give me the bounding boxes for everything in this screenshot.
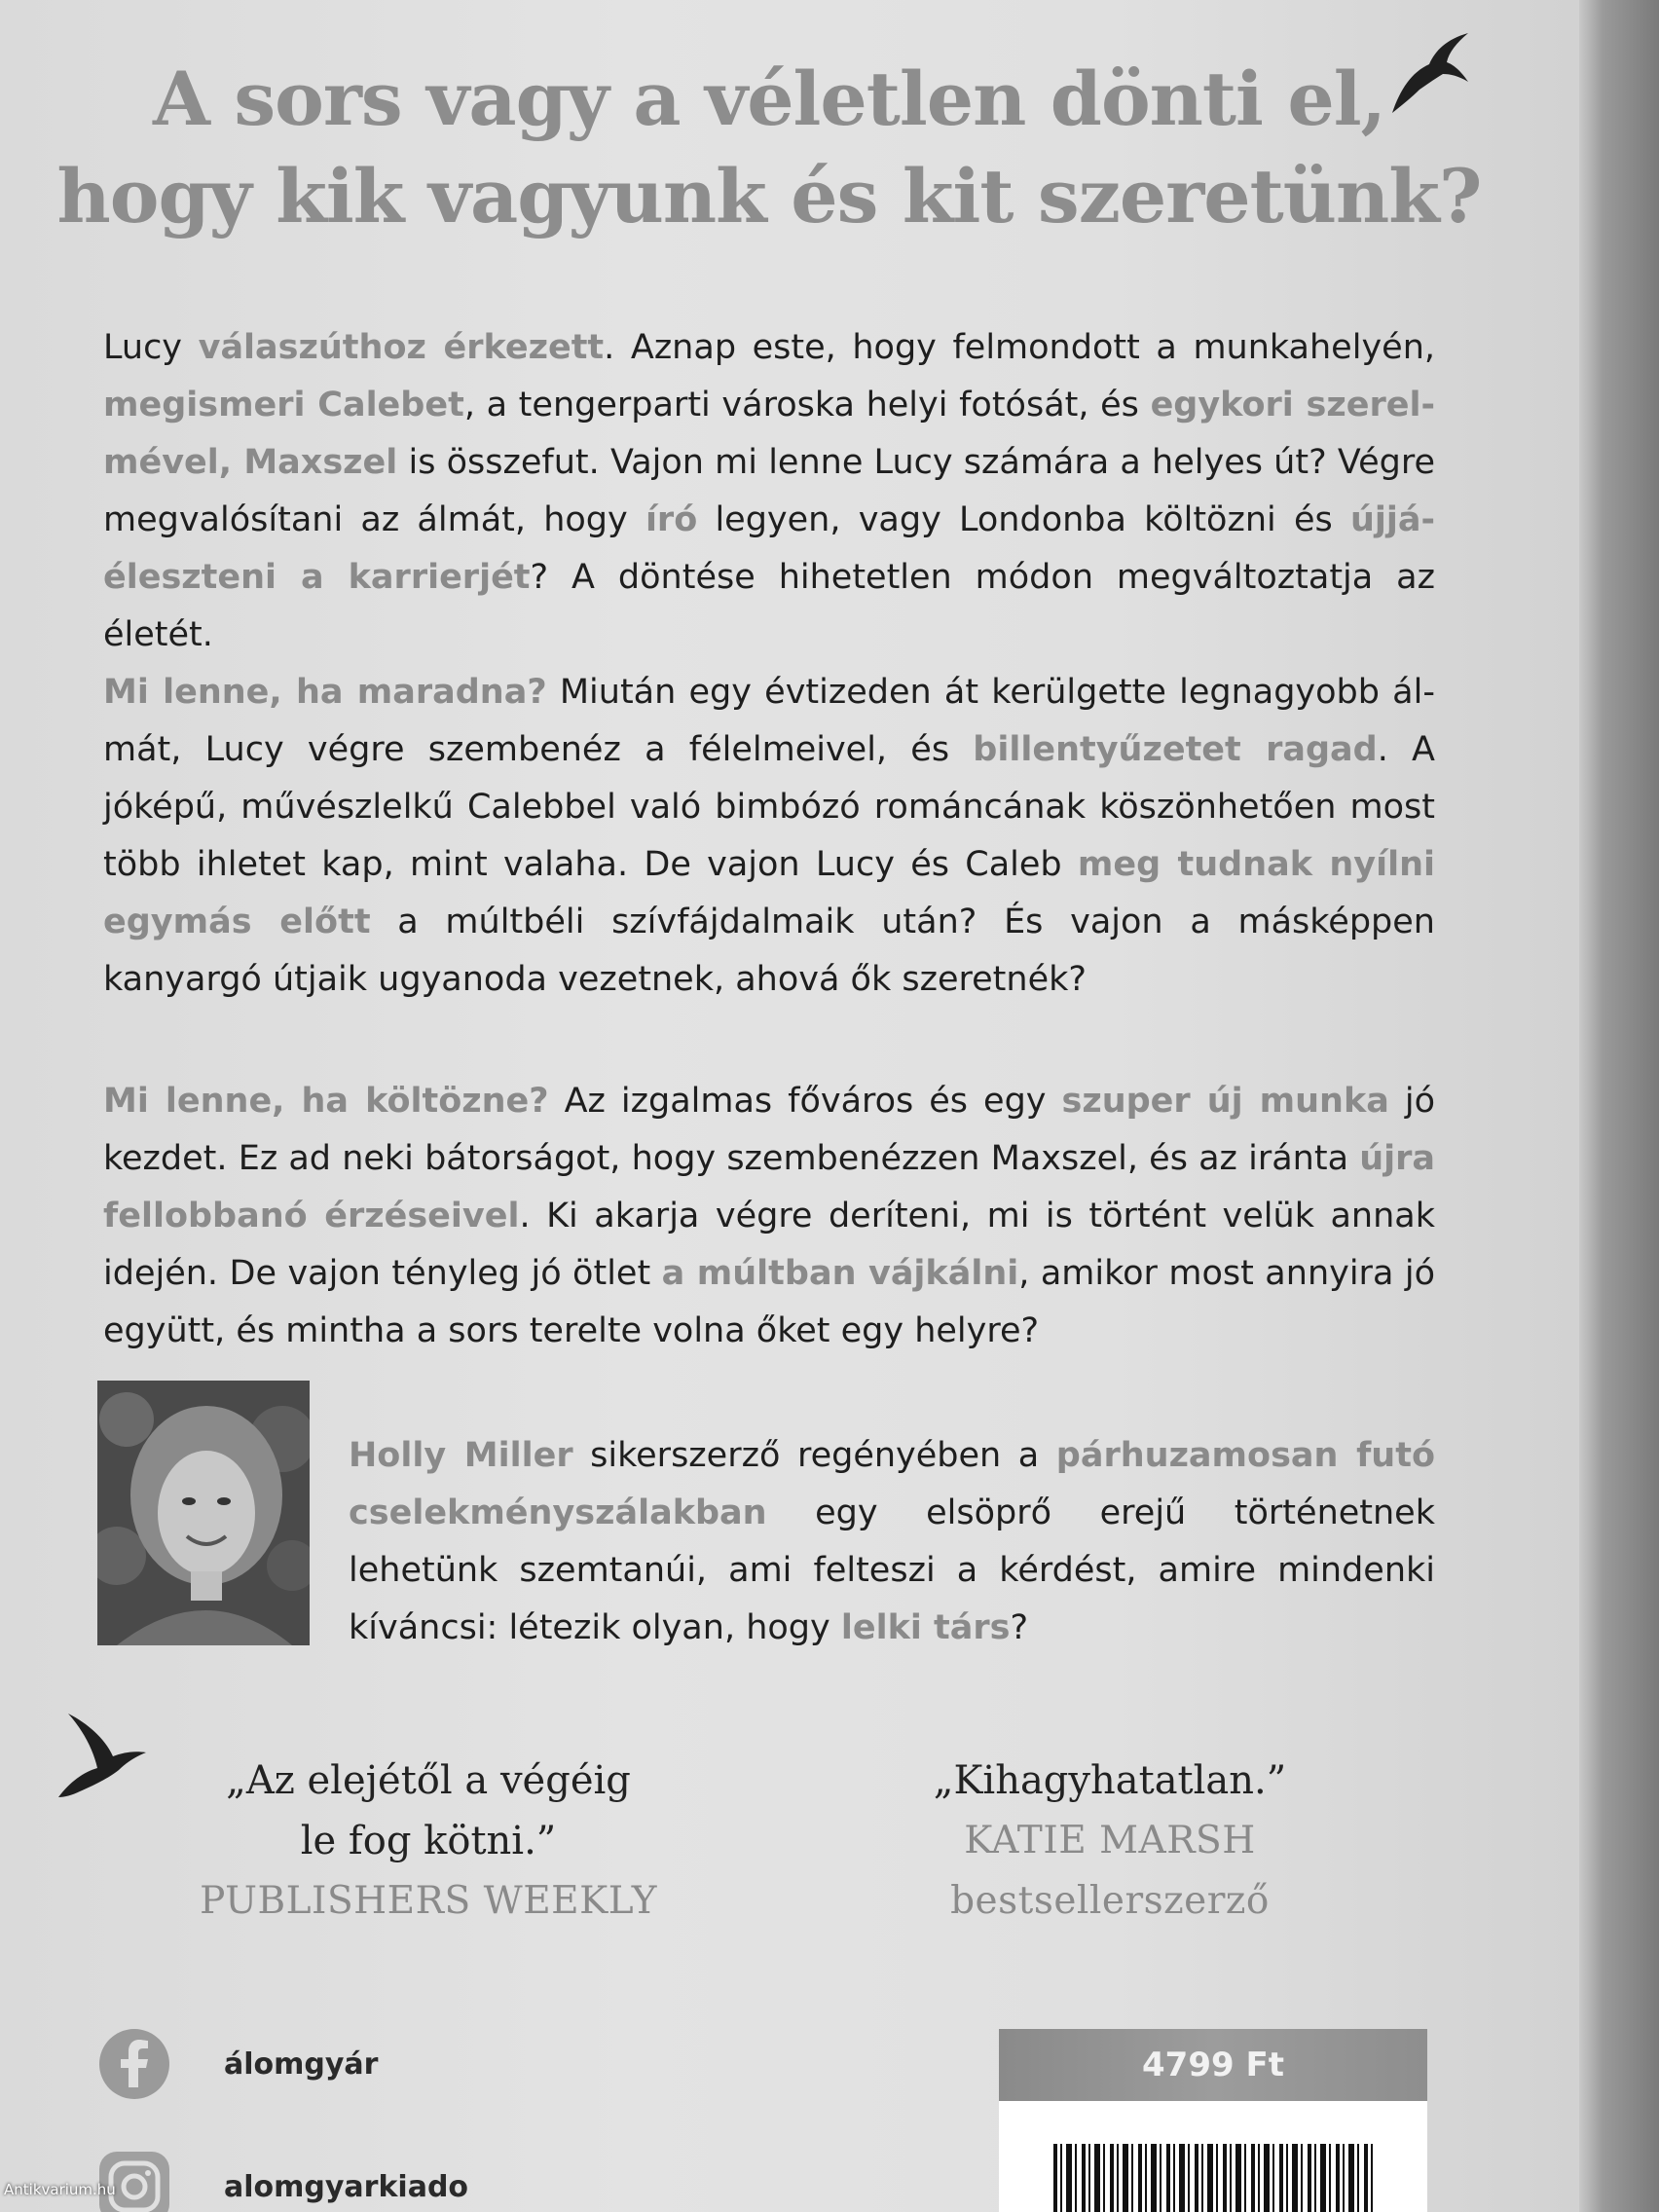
barcode bbox=[1053, 2144, 1375, 2212]
text-segment: Lucy bbox=[103, 328, 199, 367]
text-segment: jó kezdet. Ez ad neki bátorságot, hogy szembenézzen Maxszel, és az iránta bbox=[103, 1082, 1435, 1178]
facebook-handle: álomgyár bbox=[224, 2046, 379, 2082]
highlight-segment: újra fellobbanó érzéseivel bbox=[103, 1139, 1435, 1235]
price-value: 4799 Ft bbox=[1142, 2046, 1284, 2084]
text-segment: sikerszerző regényében a bbox=[572, 1436, 1056, 1475]
text-segment: Miután egy évtizeden át kerülgette legnagyobb álmát, Lucy végre szembenéz a félelmeivel, és bbox=[103, 673, 1435, 769]
highlight-segment: a múltban vájkálni bbox=[661, 1254, 1019, 1293]
quote-source-role: bestsellerszerző bbox=[950, 1879, 1270, 1923]
highlight-segment: lelki társ bbox=[840, 1608, 1011, 1647]
headline-line-2: hogy kik vagyunk és kit szeretünk? bbox=[56, 153, 1482, 240]
highlight-segment: egykori szerelmével, Maxszel bbox=[103, 386, 1435, 482]
quote-source: KATIE MARSH bbox=[964, 1819, 1256, 1862]
text-segment: a múltbéli szívfájdalmaik után? És vajon a másképpen kanyargó útjaik ugyanoda vezetnek, ahová ők szeretnék? bbox=[103, 903, 1435, 999]
instagram-handle: alomgyarkiado bbox=[224, 2169, 469, 2204]
facebook-icon bbox=[99, 2029, 169, 2099]
text-segment: egy elsöprő erejű történetnek lehetünk szemtanúi, ami felteszi a kérdést, amire mindenki kíváncsi: létezik olyan, hogy bbox=[349, 1493, 1435, 1647]
headline bbox=[39, 51, 1499, 245]
highlight-segment: billentyűzetet ragad bbox=[973, 730, 1378, 769]
watermark: Antikvarium.hu bbox=[4, 2181, 116, 2198]
synopsis-paragraph-1 bbox=[103, 319, 1435, 664]
price-label bbox=[999, 2029, 1427, 2101]
highlight-segment: író bbox=[645, 500, 698, 539]
highlight-segment: megismeri Calebet bbox=[103, 386, 464, 424]
quote-line-2: le fog kötni.” bbox=[300, 1819, 557, 1863]
review-quote-publishers-weekly bbox=[156, 1751, 701, 1932]
synopsis-paragraph-3 bbox=[103, 1073, 1435, 1360]
text-segment: , amikor most annyira jó együtt, és mintha a sors terelte volna őket egy helyre? bbox=[103, 1254, 1435, 1350]
highlight-segment: szuper új munka bbox=[1061, 1082, 1389, 1121]
facebook-link[interactable] bbox=[99, 2029, 378, 2099]
author-photo bbox=[97, 1381, 310, 1645]
text-segment: . Aznap este, hogy felmondott a munkahelyén, bbox=[604, 328, 1435, 367]
text-segment: ? A döntése hihetetlen módon megváltoztatja az életét. bbox=[103, 558, 1435, 654]
text-segment: Az izgalmas főváros és egy bbox=[548, 1082, 1062, 1121]
highlight-segment: újjáéleszteni a karrierjét bbox=[103, 500, 1435, 597]
quote-line-1: „Az elejétől a végéig bbox=[226, 1758, 631, 1803]
swallow-bird-icon bbox=[55, 1710, 148, 1801]
barcode-area bbox=[999, 2101, 1427, 2212]
text-segment: , a tengerparti városka helyi fotósát, és bbox=[463, 386, 1151, 424]
highlight-segment: meg tudnak nyílni egymás előtt bbox=[103, 845, 1435, 941]
text-segment: is összefut. Vajon mi lenne Lucy számára a helyes út? Végre megvalósítani az álmát, hogy bbox=[103, 443, 1435, 539]
headline-line-1: A sors vagy a véletlen dönti el, bbox=[152, 55, 1386, 142]
swallow-bird-icon bbox=[1390, 29, 1472, 117]
author-blurb bbox=[349, 1427, 1435, 1657]
quote-line-1: „Kihagyhatatlan.” bbox=[933, 1758, 1287, 1803]
highlight-segment: Mi lenne, ha maradna? bbox=[103, 673, 547, 712]
review-quote-katie-marsh bbox=[857, 1751, 1363, 1932]
highlight-segment: válaszúthoz érkezett bbox=[198, 328, 605, 367]
text-segment: legyen, vagy Londonba költözni és bbox=[697, 500, 1350, 539]
text-segment: . A jóképű, művészlelkű Calebbel való bimbózó románcának köszönhetően most több ihletet kap, mint valaha. De vajon Lucy és Caleb bbox=[103, 730, 1435, 884]
text-segment: . Ki akarja végre deríteni, mi is történt velük annak idején. De vajon tényleg jó ötlet bbox=[103, 1197, 1435, 1293]
text-segment: ? bbox=[1010, 1608, 1029, 1647]
synopsis-paragraph-2 bbox=[103, 664, 1435, 1009]
book-edge bbox=[1579, 0, 1659, 2212]
instagram-link[interactable] bbox=[99, 2152, 468, 2212]
highlight-segment: párhuzamosan futó cselekményszálakban bbox=[349, 1436, 1435, 1532]
highlight-segment: Holly Miller bbox=[349, 1436, 573, 1475]
highlight-segment: Mi lenne, ha költözne? bbox=[103, 1082, 549, 1121]
quote-source: PUBLISHERS WEEKLY bbox=[200, 1879, 657, 1923]
